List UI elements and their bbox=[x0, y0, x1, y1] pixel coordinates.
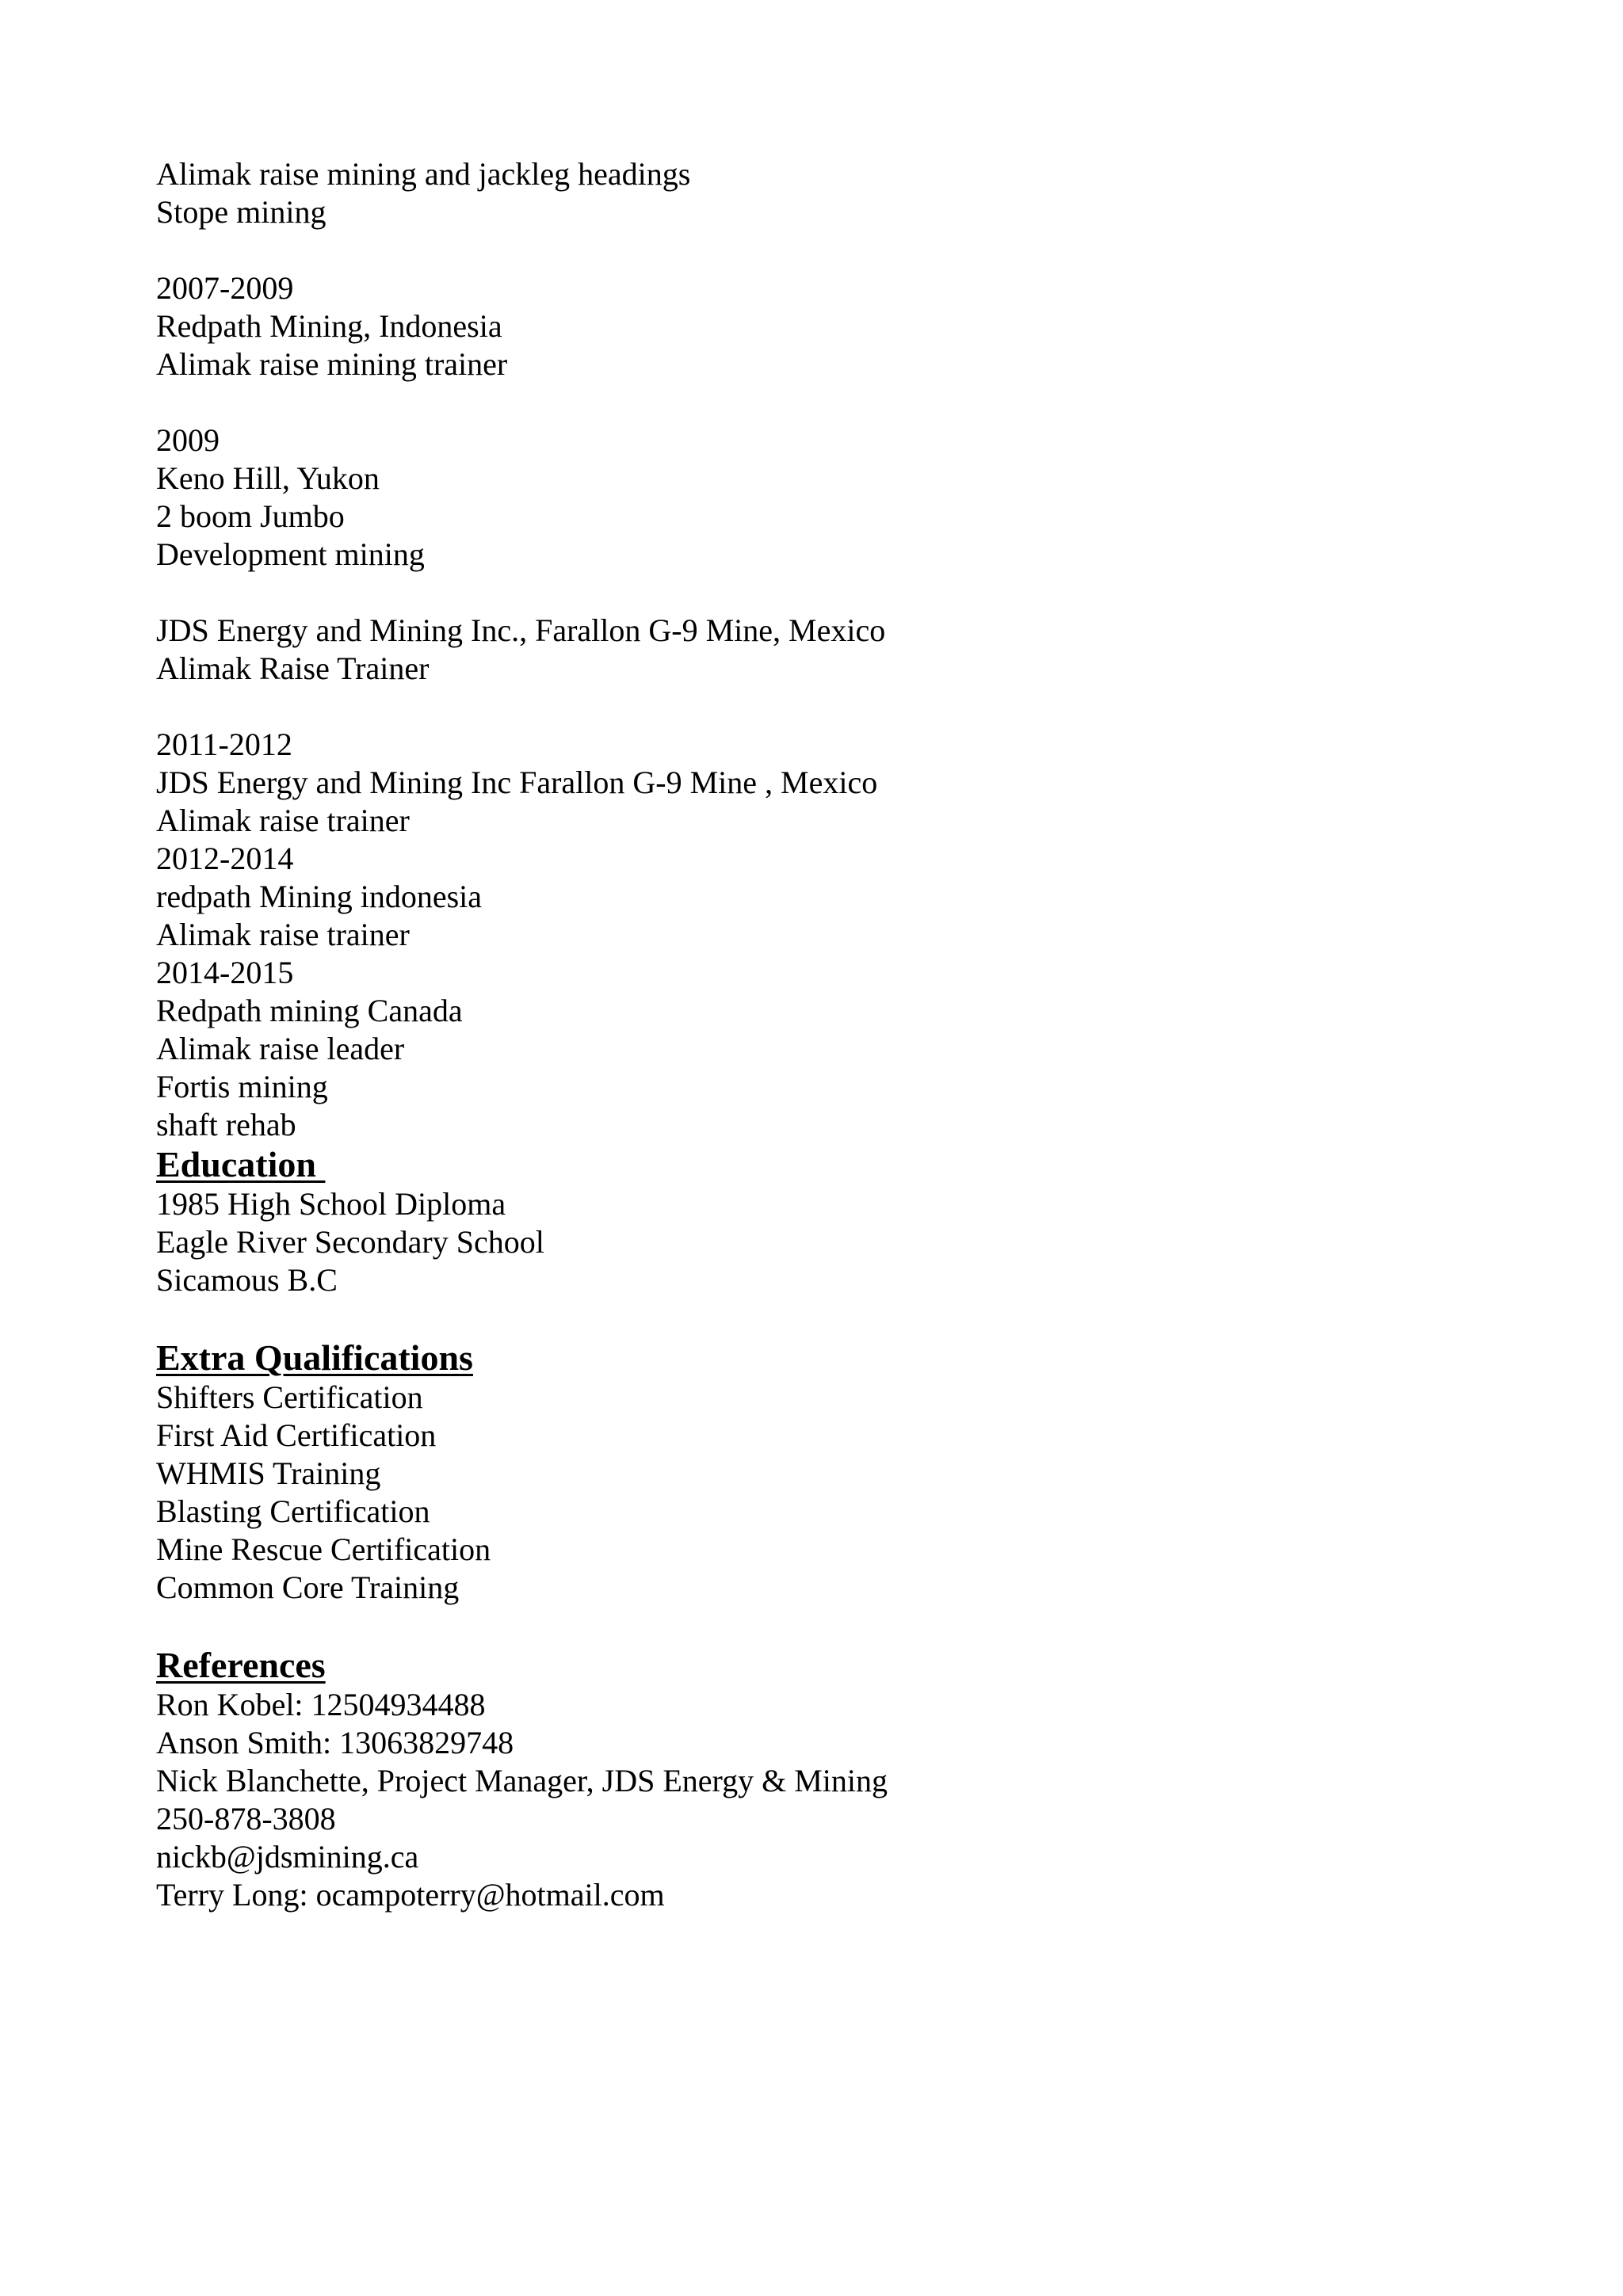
qualifications-section bbox=[156, 1337, 1503, 1607]
qualification-item: Common Core Training bbox=[156, 1569, 460, 1605]
experience-role: 2 boom Jumbo bbox=[156, 498, 345, 534]
experience-entry bbox=[156, 421, 1503, 574]
spacer bbox=[156, 574, 1503, 612]
resume-content bbox=[156, 155, 1503, 1914]
experience-employer: redpath Mining indonesia bbox=[156, 879, 483, 914]
experience-employer: Redpath mining Canada bbox=[156, 993, 463, 1028]
experience-role: Alimak raise leader bbox=[156, 1031, 405, 1066]
education-line: Sicamous B.C bbox=[156, 1262, 338, 1298]
references-heading: References bbox=[156, 1645, 326, 1685]
experience-employer: JDS Energy and Mining Inc., Farallon G-9 Mine, Mexico bbox=[156, 612, 886, 648]
experience-role: shaft rehab bbox=[156, 1107, 296, 1142]
qualifications-heading: Extra Qualifications bbox=[156, 1337, 473, 1378]
qualification-item: Shifters Certification bbox=[156, 1379, 423, 1415]
experience-line: Stope mining bbox=[156, 194, 327, 230]
qualification-item: Blasting Certification bbox=[156, 1493, 430, 1529]
experience-years: 2007-2009 bbox=[156, 270, 294, 306]
experience-employer: Keno Hill, Yukon bbox=[156, 460, 380, 496]
education-section bbox=[156, 1144, 1503, 1299]
reference-line: Ron Kobel: 12504934488 bbox=[156, 1687, 486, 1722]
qualification-item: First Aid Certification bbox=[156, 1417, 437, 1453]
education-line: 1985 High School Diploma bbox=[156, 1186, 506, 1222]
spacer bbox=[156, 383, 1503, 421]
experience-role: Alimak raise mining trainer bbox=[156, 346, 508, 382]
experience-years: 2011-2012 bbox=[156, 727, 292, 762]
experience-entry bbox=[156, 612, 1503, 688]
experience-line: Alimak raise mining and jackleg headings bbox=[156, 156, 691, 192]
references-section bbox=[156, 1645, 1503, 1914]
reference-email: nickb@jdsmining.ca bbox=[156, 1839, 419, 1875]
experience-role: Alimak raise trainer bbox=[156, 803, 410, 838]
reference-line: Nick Blanchette, Project Manager, JDS Energy & Mining bbox=[156, 1763, 888, 1798]
experience-role: Alimak Raise Trainer bbox=[156, 650, 430, 686]
spacer bbox=[156, 1299, 1503, 1337]
qualification-item: Mine Rescue Certification bbox=[156, 1531, 491, 1567]
spacer bbox=[156, 231, 1503, 269]
experience-role: Development mining bbox=[156, 536, 425, 572]
spacer bbox=[156, 1607, 1503, 1645]
reference-line: Terry Long: ocampoterry@hotmail.com bbox=[156, 1877, 665, 1913]
qualification-item: WHMIS Training bbox=[156, 1455, 381, 1491]
experience-employer: JDS Energy and Mining Inc Farallon G-9 Mine , Mexico bbox=[156, 765, 878, 800]
reference-line: Anson Smith: 13063829748 bbox=[156, 1725, 514, 1760]
experience-years: 2009 bbox=[156, 422, 220, 458]
experience-employer: Fortis mining bbox=[156, 1069, 328, 1104]
experience-entry bbox=[156, 726, 1503, 1144]
experience-years: 2012-2014 bbox=[156, 841, 294, 876]
spacer bbox=[156, 688, 1503, 726]
reference-phone: 250-878-3808 bbox=[156, 1801, 336, 1836]
education-line: Eagle River Secondary School bbox=[156, 1224, 544, 1260]
experience-role: Alimak raise trainer bbox=[156, 917, 410, 952]
experience-entry bbox=[156, 269, 1503, 383]
experience-employer: Redpath Mining, Indonesia bbox=[156, 308, 502, 344]
experience-entry bbox=[156, 155, 1503, 231]
experience-years: 2014-2015 bbox=[156, 955, 294, 990]
education-heading: Education bbox=[156, 1144, 326, 1184]
